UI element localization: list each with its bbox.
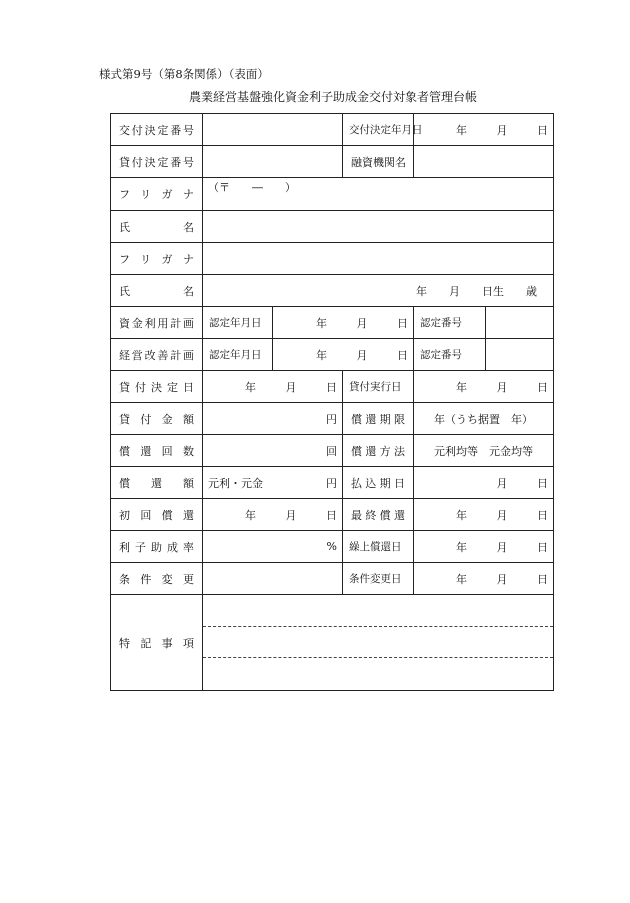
row-loan-amount [111, 403, 554, 435]
grant-decision-date-field[interactable] [414, 114, 554, 146]
repayment-count-unit: 回 [326, 444, 337, 458]
grant-decision-date-value: 年 月 日 [456, 123, 548, 137]
name-birth-field[interactable] [203, 275, 554, 307]
row-loan-decision [111, 146, 554, 178]
repayment-amount-unit: 円 [326, 476, 337, 490]
payment-due-date-field[interactable] [414, 467, 554, 499]
fund-plan-approval-date-value: 年 月 日 [316, 316, 408, 330]
improvement-plan-approval-number-label: 認定番号 [414, 339, 486, 371]
row-address-furigana [111, 178, 554, 211]
name-label-1: 氏名 [111, 211, 203, 243]
first-repayment-label: 初回償還 [111, 499, 203, 531]
row-grant-decision [111, 114, 554, 146]
fund-plan-approval-date-field[interactable] [273, 307, 414, 339]
early-repayment-date-value: 年 月 日 [456, 540, 548, 554]
repayment-term-value: 年（うち据置 年） [434, 412, 533, 426]
repayment-count-label: 償還回数 [111, 435, 203, 467]
row-loan-dates [111, 371, 554, 403]
repayment-method-options: 元利均等 元金均等 [434, 444, 533, 458]
repayment-method-field[interactable] [414, 435, 554, 467]
birthdate-age-text: 年 月 日生 歳 [416, 284, 537, 298]
first-repayment-date-value: 年 月 日 [245, 508, 337, 522]
address-field[interactable] [203, 178, 554, 211]
row-repayment-first-last [111, 499, 554, 531]
furigana-label-2: フリガナ [111, 243, 203, 275]
row-subsidy-rate [111, 531, 554, 563]
row-repayment-amount [111, 467, 554, 499]
notes-line[interactable] [203, 596, 553, 627]
final-repayment-field[interactable] [414, 499, 554, 531]
subsidy-rate-label: 利子助成率 [111, 531, 203, 563]
fund-plan-approval-number-label: 認定番号 [414, 307, 486, 339]
fund-plan-approval-date-label: 認定年月日 [203, 307, 273, 339]
repayment-term-label: 償還期限 [343, 403, 414, 435]
lender-name-field[interactable] [414, 146, 554, 178]
loan-decision-date-field[interactable] [203, 371, 343, 403]
improvement-plan-label: 経営改善計画 [111, 339, 203, 371]
notes-line[interactable] [203, 627, 553, 658]
improvement-plan-approval-date-value: 年 月 日 [316, 348, 408, 362]
repayment-amount-label: 償還額 [111, 467, 203, 499]
form-caption: 様式第9号（第8条関係）（表面） [99, 67, 269, 81]
condition-change-date-label: 条件変更日 [343, 563, 414, 595]
furigana-field-2[interactable] [203, 243, 554, 275]
row-condition-change [111, 563, 554, 595]
name-label-2: 氏名 [111, 275, 203, 307]
postal-code-mark: （〒 ― ） [208, 181, 296, 194]
name-field-1[interactable] [203, 211, 554, 243]
condition-change-label: 条件変更 [111, 563, 203, 595]
lender-name-label: 融資機関名 [343, 146, 414, 178]
row-fund-plan [111, 307, 554, 339]
loan-decision-number-field[interactable] [203, 146, 343, 178]
grant-decision-date-label: 交付決定年月日 [343, 114, 414, 146]
final-repayment-label: 最終償還 [343, 499, 414, 531]
repayment-count-field[interactable] [203, 435, 343, 467]
loan-amount-label: 貸付金額 [111, 403, 203, 435]
condition-change-field[interactable] [203, 563, 343, 595]
special-notes-label: 特記事項 [111, 595, 203, 691]
fund-plan-approval-number-field[interactable] [486, 307, 554, 339]
subsidy-rate-unit: % [326, 540, 337, 553]
repayment-method-label: 償還方法 [343, 435, 414, 467]
improvement-plan-approval-date-field[interactable] [273, 339, 414, 371]
condition-change-date-field[interactable] [414, 563, 554, 595]
document-title: 農業経営基盤強化資金利子助成金交付対象者管理台帳 [188, 90, 477, 104]
final-repayment-date-value: 年 月 日 [456, 508, 548, 522]
furigana-label-1: フリガナ [111, 178, 203, 211]
row-furigana-2 [111, 243, 554, 275]
improvement-plan-approval-date-label: 認定年月日 [203, 339, 273, 371]
repayment-type-text: 元利・元金 [208, 476, 263, 490]
row-name-2 [111, 275, 554, 307]
payment-due-date-label: 払込期日 [343, 467, 414, 499]
loan-decision-date-value: 年 月 日 [245, 380, 337, 394]
early-repayment-date-field[interactable] [414, 531, 554, 563]
subsidy-rate-field[interactable] [203, 531, 343, 563]
early-repayment-date-label: 繰上償還日 [343, 531, 414, 563]
row-improvement-plan [111, 339, 554, 371]
grant-decision-number-label: 交付決定番号 [111, 114, 203, 146]
fund-plan-label: 資金利用計画 [111, 307, 203, 339]
improvement-plan-approval-number-field[interactable] [486, 339, 554, 371]
loan-amount-field[interactable] [203, 403, 343, 435]
loan-execution-date-field[interactable] [414, 371, 554, 403]
loan-decision-date-label: 貸付決定日 [111, 371, 203, 403]
row-special-notes [111, 595, 554, 691]
grant-decision-number-field[interactable] [203, 114, 343, 146]
loan-execution-date-value: 年 月 日 [456, 380, 548, 394]
loan-decision-number-label: 貸付決定番号 [111, 146, 203, 178]
repayment-term-field[interactable] [414, 403, 554, 435]
special-notes-area[interactable] [203, 595, 554, 691]
ledger-table [110, 113, 554, 691]
repayment-amount-field[interactable] [203, 467, 343, 499]
row-repayment-count [111, 435, 554, 467]
first-repayment-field[interactable] [203, 499, 343, 531]
loan-amount-unit: 円 [326, 412, 337, 426]
condition-change-date-value: 年 月 日 [456, 572, 548, 586]
notes-line[interactable] [203, 658, 553, 689]
loan-execution-date-label: 貸付実行日 [343, 371, 414, 403]
payment-due-date-value: 月 日 [496, 476, 548, 490]
row-name-1 [111, 211, 554, 243]
